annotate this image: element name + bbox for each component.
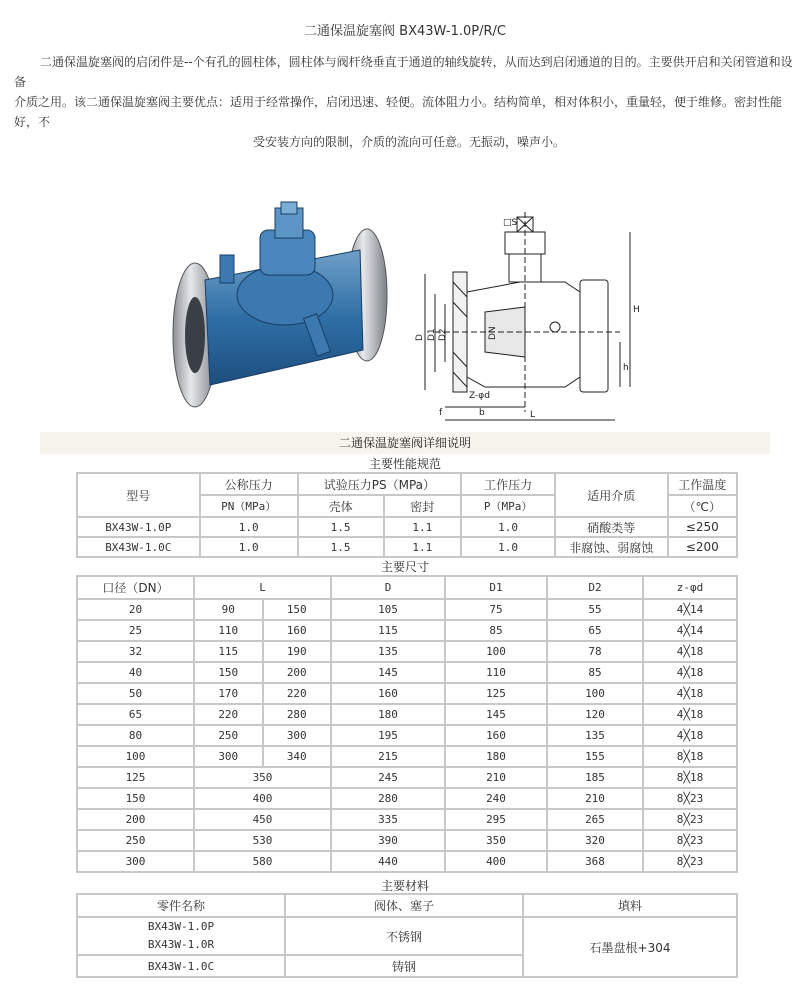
table-row [78, 518, 736, 536]
cell-l2: 220 [264, 684, 331, 703]
header-pn-unit: PN（MPa） [201, 496, 297, 516]
cell-l: 90 [195, 600, 262, 619]
header-dn: 口径（DN） [78, 577, 193, 598]
cell-l2: 150 [264, 600, 331, 619]
table-row [78, 789, 736, 808]
cell-body-pr: 不锈钢 [286, 918, 522, 954]
cell-dn: 125 [78, 768, 193, 787]
cell-shell: 1.5 [299, 538, 383, 556]
header-pn: 公称压力 [201, 474, 297, 494]
materials-caption: 主要材料 [380, 879, 429, 893]
cell-dn: 100 [78, 747, 193, 766]
label-h-upper: H [633, 305, 640, 315]
cell-d2: 210 [548, 789, 642, 808]
table-row [78, 747, 736, 766]
cell-l: 350 [195, 768, 330, 787]
cell-l2: 190 [264, 642, 331, 661]
cell-z-phi-d: 4╳18 [644, 705, 736, 724]
cell-l: 300 [195, 747, 262, 766]
cell-l: 450 [195, 810, 330, 829]
header-temp: 工作温度 [669, 474, 737, 494]
cell-dn: 80 [78, 726, 193, 745]
header-shell: 壳体 [299, 496, 383, 516]
label-z-phi-d: Z-φd [469, 391, 490, 401]
table-row [78, 810, 736, 829]
cell-work: 1.0 [462, 538, 554, 556]
cell-d2: 85 [548, 663, 642, 682]
cell-l: 250 [195, 726, 262, 745]
cell-d: 215 [332, 747, 444, 766]
cell-d2: 320 [548, 831, 642, 850]
header-medium: 适用介质 [556, 474, 666, 516]
cell-d: 180 [332, 705, 444, 724]
cell-d: 440 [332, 852, 444, 871]
cell-dn: 40 [78, 663, 193, 682]
cell-d1: 145 [446, 705, 546, 724]
cell-medium: 硝酸类等 [556, 518, 666, 536]
table-row [78, 726, 736, 745]
cell-temp: ≤250 [669, 518, 737, 536]
label-d: D [415, 334, 425, 341]
dimensions-table [76, 575, 738, 873]
table-row [78, 600, 736, 619]
cell-l: 115 [195, 642, 262, 661]
table-row [78, 642, 736, 661]
cell-packing: 石墨盘根+304 [524, 918, 736, 976]
header-work-unit: P（MPa） [462, 496, 554, 516]
cell-model-c: BX43W-1.0C [78, 956, 284, 976]
cell-d2: 185 [548, 768, 642, 787]
cell-dn: 50 [78, 684, 193, 703]
materials-table [76, 893, 738, 978]
cell-d2: 368 [548, 852, 642, 871]
cell-dn: 250 [78, 831, 193, 850]
cell-d: 145 [332, 663, 444, 682]
header-packing: 填料 [524, 895, 736, 916]
cell-d1: 125 [446, 684, 546, 703]
cell-z-phi-d: 8╳18 [644, 768, 736, 787]
cell-d2: 155 [548, 747, 642, 766]
cell-d2: 55 [548, 600, 642, 619]
intro-line-3: 受安装方向的限制，介质的流向可任意。无振动，噪声小。 [252, 135, 565, 149]
dimensions-caption: 主要尺寸 [380, 560, 429, 574]
cell-d2: 100 [548, 684, 642, 703]
cell-dn: 300 [78, 852, 193, 871]
table-row [78, 663, 736, 682]
cell-l2: 280 [264, 705, 331, 724]
cell-d1: 75 [446, 600, 546, 619]
page-title: 二通保温旋塞阀 BX43W-1.0P/R/C [304, 24, 506, 39]
cell-d2: 135 [548, 726, 642, 745]
cell-d1: 85 [446, 621, 546, 640]
cell-d: 335 [332, 810, 444, 829]
cell-d: 105 [332, 600, 444, 619]
cell-z-phi-d: 8╳23 [644, 852, 736, 871]
cell-l: 220 [195, 705, 262, 724]
intro-line-2: 介质之用。该二通保温旋塞阀主要优点：适用于经常操作，启闭迅速、轻便。流体阻力小。结构简单，相对体积小，重量轻，便于维修。密封性能好，不 [14, 95, 783, 129]
cell-dn: 200 [78, 810, 193, 829]
table-row [78, 705, 736, 724]
cell-d: 390 [332, 831, 444, 850]
cell-z-phi-d: 4╳18 [644, 642, 736, 661]
header-l: L [195, 577, 330, 598]
valve-photo [165, 200, 395, 415]
table-row [78, 538, 736, 556]
label-s: □S [503, 218, 518, 228]
header-model: 型号 [78, 474, 199, 516]
cell-d: 115 [332, 621, 444, 640]
cell-model: BX43W-1.0C [78, 538, 199, 556]
cell-seal: 1.1 [385, 518, 461, 536]
header-z-phi-d: z-φd [644, 577, 736, 598]
cell-d1: 210 [446, 768, 546, 787]
cell-z-phi-d: 8╳18 [644, 747, 736, 766]
cell-d2: 120 [548, 705, 642, 724]
label-l: L [530, 410, 536, 420]
cell-z-phi-d: 4╳18 [644, 663, 736, 682]
cell-dn: 32 [78, 642, 193, 661]
label-d1: D1 [427, 328, 437, 341]
header-body-plug: 阀体、塞子 [286, 895, 522, 916]
table-row [78, 621, 736, 640]
cell-pn: 1.0 [201, 518, 297, 536]
label-dn: DN [488, 326, 498, 340]
cell-d2: 65 [548, 621, 642, 640]
header-test-pressure: 试验压力PS（MPa） [299, 474, 460, 494]
model-r: BX43W-1.0R [147, 938, 215, 951]
header-part-name: 零件名称 [78, 895, 284, 916]
label-d2: D2 [438, 328, 448, 341]
table-row [78, 684, 736, 703]
table-row [78, 852, 736, 871]
cell-d2: 265 [548, 810, 642, 829]
cell-d1: 180 [446, 747, 546, 766]
valve-technical-drawing [405, 212, 645, 427]
cell-d1: 110 [446, 663, 546, 682]
intro-paragraph [14, 52, 804, 152]
cell-d: 195 [332, 726, 444, 745]
cell-temp: ≤200 [669, 538, 737, 556]
cell-d1: 295 [446, 810, 546, 829]
cell-z-phi-d: 4╳18 [644, 726, 736, 745]
cell-l: 530 [195, 831, 330, 850]
cell-l: 110 [195, 621, 262, 640]
cell-l2: 340 [264, 747, 331, 766]
model-p: BX43W-1.0P [147, 920, 215, 933]
table-row [78, 768, 736, 787]
cell-dn: 65 [78, 705, 193, 724]
intro-line-1: 二通保温旋塞阀的启闭件是--个有孔的圆柱体，圆柱体与阀杆绕垂直于通道的轴线旋转，从而达到启闭通道的目的。主要供开启和关闭管道和设备 [14, 55, 793, 89]
cell-l: 580 [195, 852, 330, 871]
header-seal: 密封 [385, 496, 461, 516]
performance-caption: 主要性能规范 [368, 457, 441, 471]
cell-z-phi-d: 8╳23 [644, 810, 736, 829]
cell-d: 135 [332, 642, 444, 661]
table-row [78, 831, 736, 850]
cell-body-c: 铸钢 [286, 956, 522, 976]
label-h-lower: h [623, 363, 629, 373]
cell-l2: 200 [264, 663, 331, 682]
cell-d1: 100 [446, 642, 546, 661]
cell-dn: 150 [78, 789, 193, 808]
cell-seal: 1.1 [385, 538, 461, 556]
cell-z-phi-d: 4╳14 [644, 621, 736, 640]
cell-l2: 160 [264, 621, 331, 640]
cell-models-pr [78, 918, 284, 954]
cell-model: BX43W-1.0P [78, 518, 199, 536]
header-d: D [332, 577, 444, 598]
cell-l2: 300 [264, 726, 331, 745]
performance-table [76, 472, 738, 558]
cell-z-phi-d: 4╳18 [644, 684, 736, 703]
cell-d: 280 [332, 789, 444, 808]
cell-l: 150 [195, 663, 262, 682]
cell-work: 1.0 [462, 518, 554, 536]
cell-d1: 160 [446, 726, 546, 745]
cell-z-phi-d: 8╳23 [644, 789, 736, 808]
cell-medium: 非腐蚀、弱腐蚀 [556, 538, 666, 556]
cell-dn: 25 [78, 621, 193, 640]
cell-z-phi-d: 4╳14 [644, 600, 736, 619]
cell-d: 245 [332, 768, 444, 787]
label-b: b [479, 408, 485, 418]
cell-d: 160 [332, 684, 444, 703]
header-d2: D2 [548, 577, 642, 598]
cell-l: 400 [195, 789, 330, 808]
cell-d1: 400 [446, 852, 546, 871]
cell-d1: 350 [446, 831, 546, 850]
cell-shell: 1.5 [299, 518, 383, 536]
header-work-pressure: 工作压力 [462, 474, 554, 494]
header-temp-unit: （℃） [669, 496, 737, 516]
section-title: 二通保温旋塞阀详细说明 [40, 432, 770, 454]
header-d1: D1 [446, 577, 546, 598]
cell-d1: 240 [446, 789, 546, 808]
cell-dn: 20 [78, 600, 193, 619]
cell-z-phi-d: 8╳23 [644, 831, 736, 850]
label-f: f [439, 408, 443, 418]
cell-l: 170 [195, 684, 262, 703]
cell-pn: 1.0 [201, 538, 297, 556]
cell-d2: 78 [548, 642, 642, 661]
